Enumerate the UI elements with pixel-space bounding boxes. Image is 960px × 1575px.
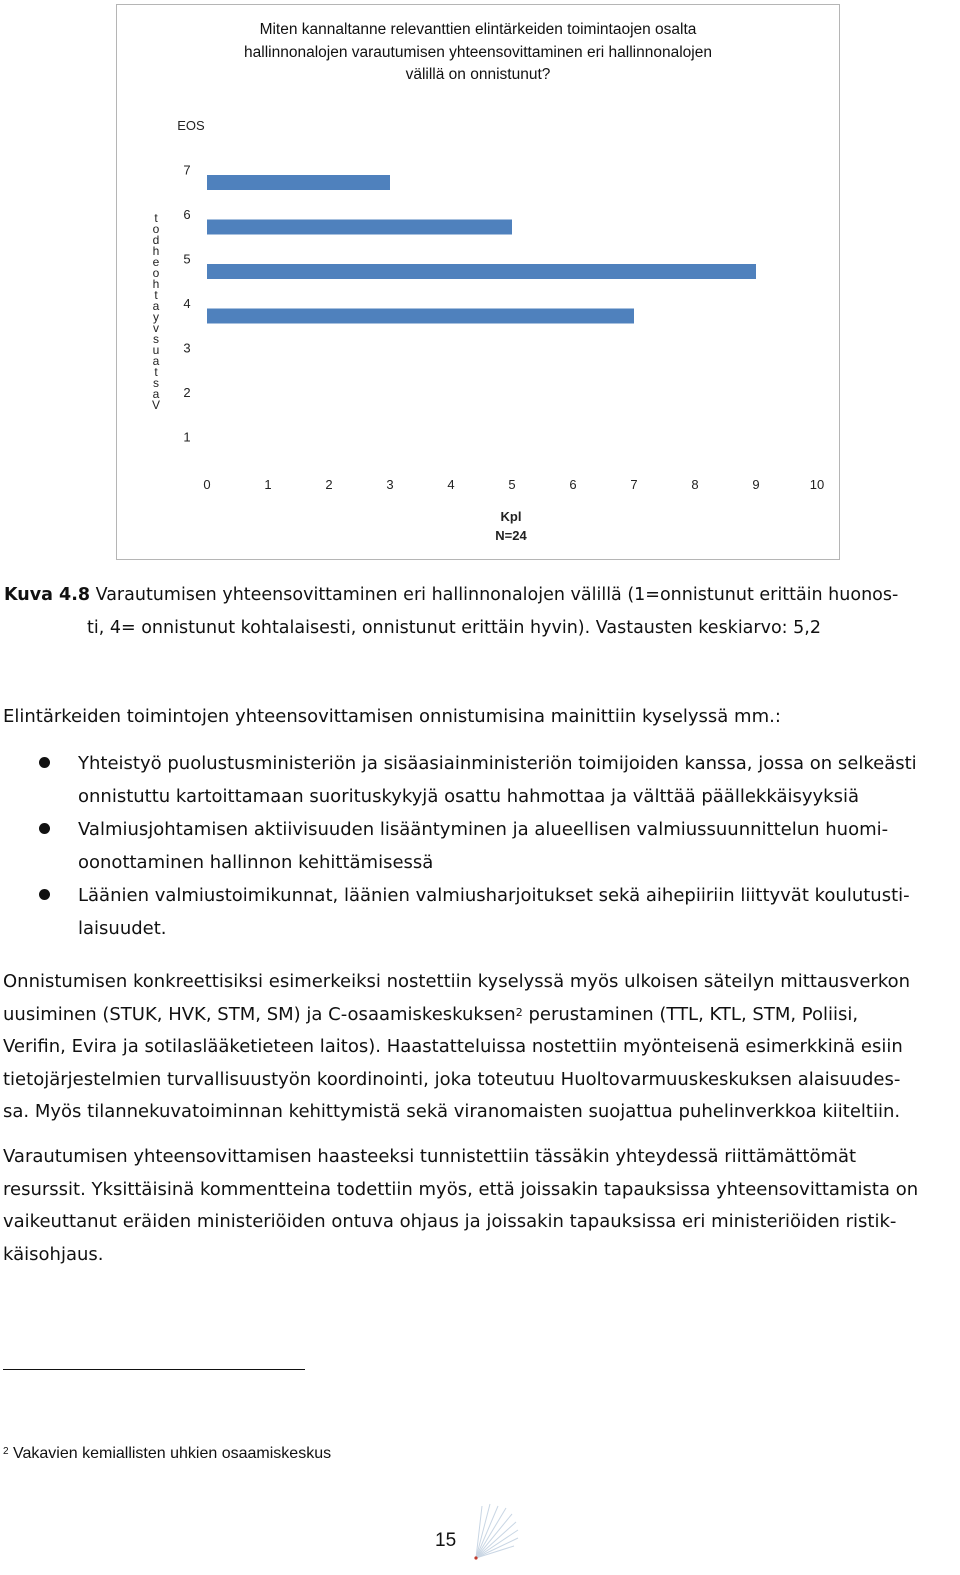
y-axis-label-char: s (153, 332, 159, 346)
paragraph-line: sa. Myös tilannekuvatoiminnan kehittymistä sekä viranomaisten suojattua puhelinverkkoa kiiteltiin. (3, 1101, 901, 1123)
x-tick-label: 6 (569, 477, 577, 492)
y-axis-label-char: t (154, 288, 158, 302)
y-tick-label: EOS (177, 118, 205, 133)
body-paragraph-1 (3, 966, 953, 1129)
x-axis-title: Kpl (500, 509, 522, 524)
y-axis-label-char: d (152, 233, 160, 247)
y-tick-label: 4 (183, 296, 191, 311)
paragraph-line: resurssit. Yksittäisinä kommentteina todettiin myös, että joissakin tapauksissa yhteensovittamista on (3, 1178, 919, 1200)
list-item-line: oonottaminen hallinnon kehittämisessä (78, 852, 434, 873)
chart-title-line: välillä on onnistunut? (405, 66, 551, 83)
bar (207, 309, 634, 324)
paragraph-line: tietojärjestelmien turvallisuustyön koordinointi, joka toteutuu Huoltovarmuuskeskuksen alaisuudes- (3, 1068, 901, 1090)
y-tick-label: 7 (183, 162, 191, 178)
x-tick-label: 0 (203, 477, 211, 492)
x-axis-subtitle: N=24 (495, 528, 527, 543)
y-axis-label-char: t (154, 211, 158, 225)
starburst-logo-icon (468, 1500, 520, 1564)
chart-title-line: Miten kannaltanne relevanttien elintärkeiden toimintaojen osalta (259, 21, 697, 38)
bar-chart-plot (117, 5, 839, 559)
x-axis-label (117, 507, 905, 545)
paragraph-line: Varautumisen yhteensovittamisen haasteeksi tunnistettiin tässäkin yhteydessä riittämättömät (3, 1146, 857, 1167)
list-item (0, 879, 955, 945)
paragraph-text: uusiminen (STUK, HVK, STM, SM) ja C-osaamiskeskuksen (3, 1003, 516, 1025)
y-tick-label: 6 (183, 207, 191, 222)
page-number: 15 (435, 1530, 457, 1551)
bullet-dot (39, 823, 50, 834)
y-axis-label-char: a (152, 354, 160, 368)
y-axis-label-char: t (154, 365, 158, 379)
list-item (0, 813, 955, 879)
paragraph-line: Onnistumisen konkreettisiksi esimerkeiksi nostettiin kyselyssä myös ulkoisen säteilyn mittausverkon (3, 971, 911, 992)
y-tick-label: 2 (183, 385, 191, 400)
bullet-list (0, 747, 955, 945)
footnote-ref: 2 (515, 1005, 523, 1019)
x-tick-label: 5 (508, 477, 516, 492)
y-axis-label (139, 213, 173, 411)
caption-text-line2: ti, 4= onnistunut kohtalaisesti, onnistunut erittäin hyvin). Vastausten keskiarvo: 5,2 (87, 618, 821, 638)
x-tick-label: 7 (630, 477, 638, 492)
x-tick-label: 1 (264, 477, 272, 492)
y-tick-label: 3 (183, 340, 191, 356)
x-tick-label: 8 (691, 477, 699, 492)
list-item-line: Yhteistyö puolustusministeriön ja sisäasiainministeriön toimijoiden kanssa, jossa on selkeästi (78, 753, 917, 774)
bar (207, 264, 756, 279)
x-tick-label: 10 (809, 477, 825, 492)
chart-frame (116, 4, 840, 560)
y-axis-label-char: s (153, 376, 159, 390)
footnote (3, 1443, 331, 1465)
y-axis-label-char: y (153, 310, 159, 324)
caption-text: Varautumisen yhteensovittaminen eri hallinnonalojen välillä (1=onnistunut erittäin huonos- (90, 585, 899, 605)
intro-paragraph (3, 701, 953, 734)
y-axis-label-char: v (153, 321, 159, 335)
bullet-dot (39, 889, 50, 900)
footnote-rule (3, 1369, 305, 1370)
bar (207, 220, 512, 235)
y-axis-label-char: a (152, 299, 160, 313)
paragraph-line: vaikeuttanut eräiden ministeriöiden ontuva ohjaus ja joissakin tapauksissa eri ministeriöiden ristik- (3, 1211, 897, 1233)
chart-title-line: hallinnonalojen varautumisen yhteensovittaminen eri hallinnonalojen (244, 43, 712, 61)
y-axis-label-char: o (152, 222, 160, 236)
y-tick-label: 5 (183, 251, 191, 267)
y-axis-label-char: h (152, 244, 160, 258)
footnote-number: 2 (3, 1446, 9, 1457)
caption-label: Kuva 4.8 (4, 585, 91, 605)
list-item-line: Valmiusjohtamisen aktiivisuuden lisääntyminen ja alueellisen valmiussuunnittelun huomi- (78, 819, 889, 840)
x-tick-label: 2 (325, 477, 333, 492)
list-item-line: onnistuttu kartoittamaan suorituskykyjä osattu hahmottaa ja välttää päällekkäisyyksiä (78, 786, 859, 807)
figure-caption (4, 579, 954, 645)
x-tick-label: 4 (447, 477, 455, 492)
body-paragraph-2 (3, 1141, 953, 1271)
y-axis-label-char: h (152, 277, 160, 291)
y-axis-label-char: o (152, 266, 160, 280)
bullet-dot (39, 757, 50, 768)
y-axis-label-char: V (151, 398, 160, 412)
list-item-line: Läänien valmiustoimikunnat, läänien valmiusharjoitukset sekä aihepiiriin liittyvät koulutusti- (78, 885, 910, 906)
x-tick-label: 9 (752, 477, 760, 492)
paragraph-text: perustaminen (TTL, KTL, STM, Poliisi, (522, 1003, 859, 1025)
paragraph-line: käisohjaus. (3, 1243, 104, 1265)
list-item-line: laisuudet. (78, 918, 167, 939)
y-axis-label-char: a (152, 387, 160, 401)
x-tick-label: 3 (386, 477, 394, 492)
paragraph-line: Verifin, Evira ja sotilaslääketieteen laitos). Haastatteluissa nostettiin myönteisenä esimerkkinä esiin (3, 1036, 903, 1058)
footnote-text: Vakavien kemiallisten uhkien osaamiskeskus (8, 1445, 332, 1462)
bar (207, 175, 390, 190)
paragraph-line (3, 999, 953, 1032)
y-tick-label: 1 (183, 429, 191, 445)
intro-text: Elintärkeiden toimintojen yhteensovittamisen onnistumisina mainittiin kyselyssä mm.: (3, 706, 781, 727)
y-axis-label-char: u (152, 343, 160, 357)
list-item (0, 747, 955, 813)
y-axis-label-char: e (152, 255, 160, 269)
